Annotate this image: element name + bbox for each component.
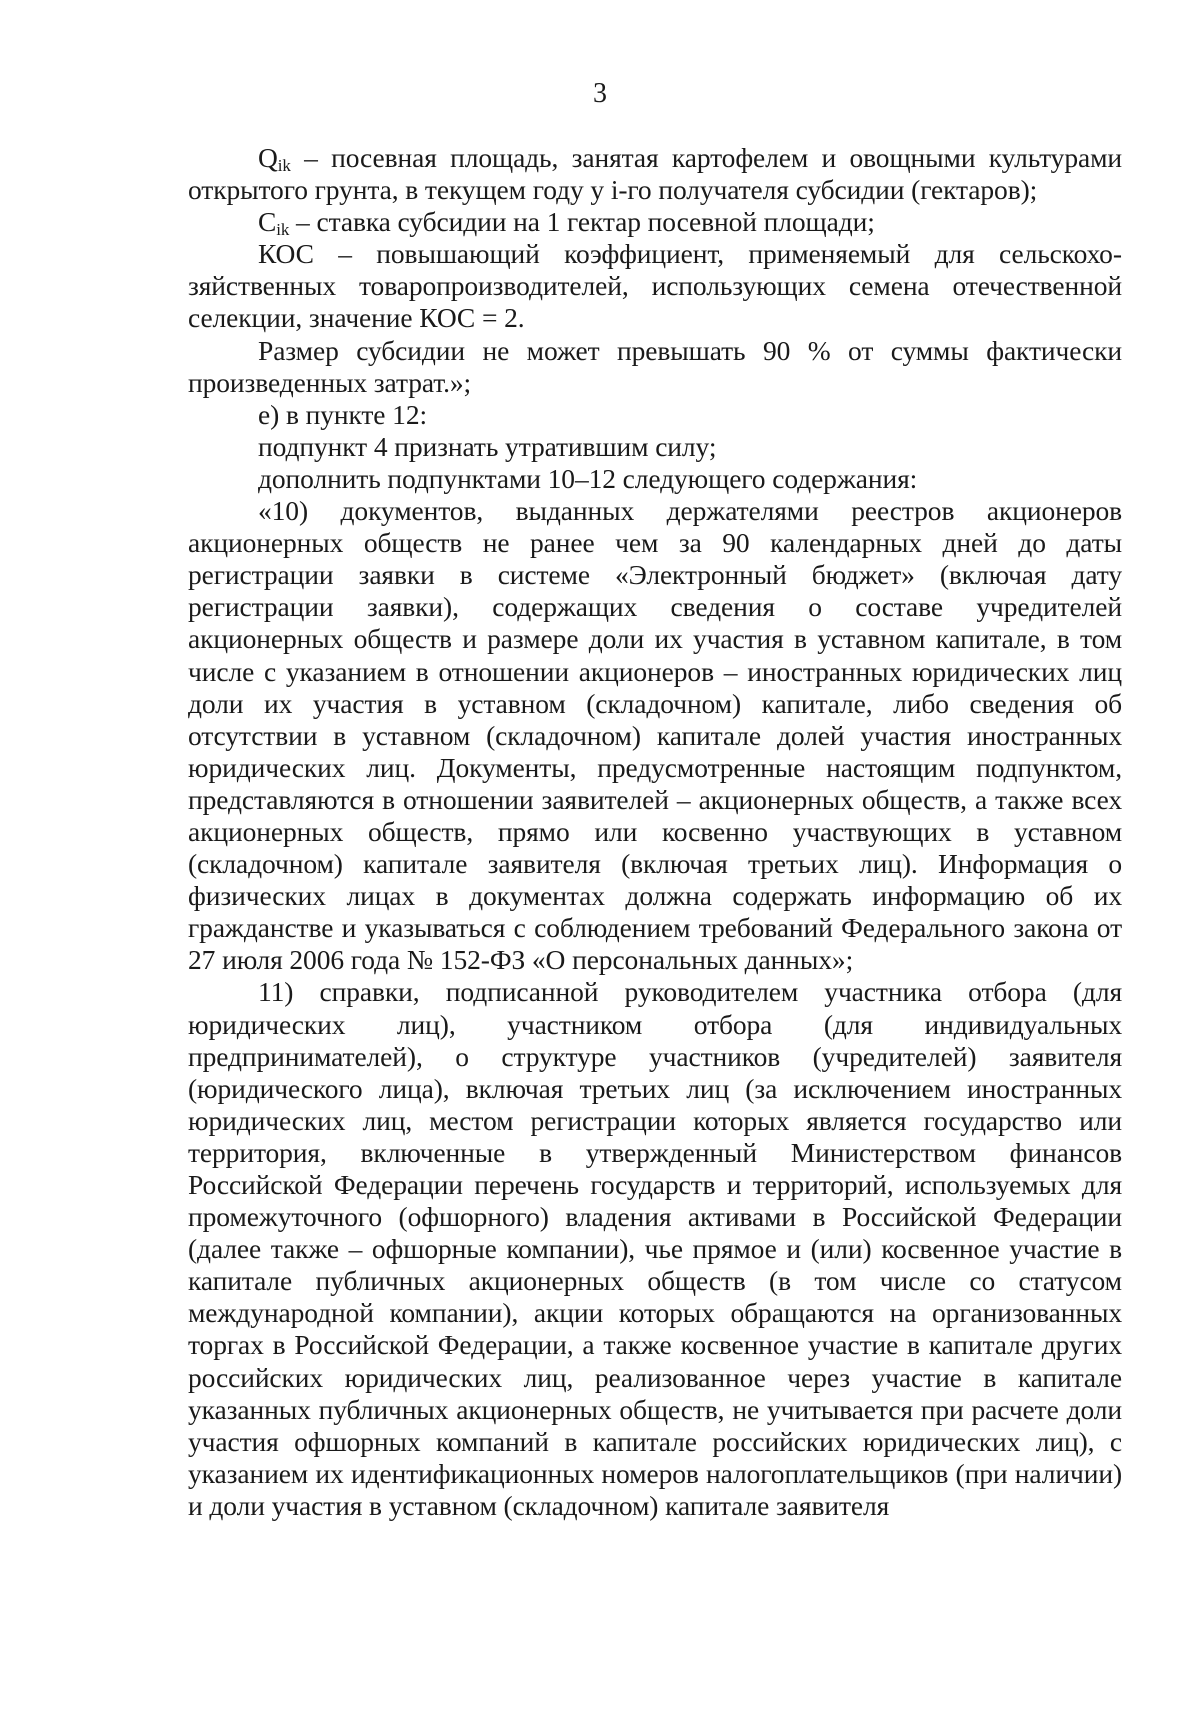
paragraph-text: – посевная площадь, занятая картофелем и овощными культурами открытого грунта, в текущем году у i-го получателя субсидии (гектаров); <box>188 142 1122 206</box>
paragraph-subitem-11: 11) справки, подписанной руководителем участника отбора (для юридических лиц), участником отбора (для индивидуальных предпринимателей), о структуре участников (учредителей) заявителя (юридического лица), включая третьих лиц (за исключением иностранных юридических лиц, местом регистрации которых является государство или территория, включенные в утвержденный Министерством финансов Российской Федерации перечень государств и территорий, используемых для промежуточного (офшорного) владения активами в Российской Федерации (далее также – офшорные компании), чье прямое и (или) косвенное участие в капитале публичных акционерных обществ (в том числе со статусом международной компании), акции которых обращаются на организованных торгах в Российской Федерации, а также косвенное участие в капитале других российских юридических лиц, реализованное через участие в капитале указанных публичных акционерных обществ, не учитывается при расчете доли участия офшорных компаний в капитале российских юридических лиц), с указанием их идентификационных номеров налогоплательщиков (при наличии) и доли участия в уставном (складочном) капитале заявителя <box>188 976 1122 1521</box>
paragraph-kos-definition: КОС – повышающий коэффициент, применяемый для сельскохозяйственных товаропроизводителей, использующих семена отечественной селекции, значение КОС = 2. <box>188 238 1122 334</box>
paragraph-c-ik-definition <box>188 206 1122 238</box>
paragraph-item-e: е) в пункте 12: <box>258 398 428 430</box>
paragraph-subsidy-limit: Размер субсидии не может превышать 90 % от суммы фактически произведенных затрат.»; <box>188 334 1122 398</box>
paragraph-text: – ставка субсидии на 1 гектар посевной площади; <box>289 206 875 238</box>
paragraph-subitem-10: «10) документов, выданных держателями реестров акционеров акционерных обществ не ранее чем за 90 календарных дней до даты регистрации заявки в системе «Электронный бюджет» (включая дату регистрации заявки), содержащих сведения о составе учредителей акционерных обществ и размере доли их участия в уставном капитале, в том числе с указанием в отношении акционеров – иностранных юридических лиц доли их участия в уставном (складочном) капитале, либо сведения об отсутствии в уставном (складочном) капитале долей участия иностранных юридических лиц. Документы, предусмотренные настоящим подпунктом, представляются в отношении заявителей – акционерных обществ, а также всех акционерных обществ, прямо или косвенно участвующих в уставном (складочном) капитале заявителя (включая третьих лиц). Информация о физических лицах в документах должна содержать информацию об их гражданстве и указываться с соблюдением требований Федерального закона от 27 июля 2006 года № 152-ФЗ «О персональных данных»; <box>188 495 1122 976</box>
paragraph-add-subitems: дополнить подпунктами 10–12 следующего содержания: <box>258 462 918 494</box>
page-number: 3 <box>593 78 607 109</box>
variable-symbol: Q <box>258 142 278 173</box>
document-body <box>188 142 1122 1522</box>
variable-subscript: ik <box>276 220 290 240</box>
variable-symbol: C <box>258 206 277 238</box>
variable-subscript: ik <box>277 156 291 175</box>
paragraph-q-ik-definition <box>188 142 1122 206</box>
paragraph-subitem-4-void: подпункт 4 признать утратившим силу; <box>258 430 717 462</box>
